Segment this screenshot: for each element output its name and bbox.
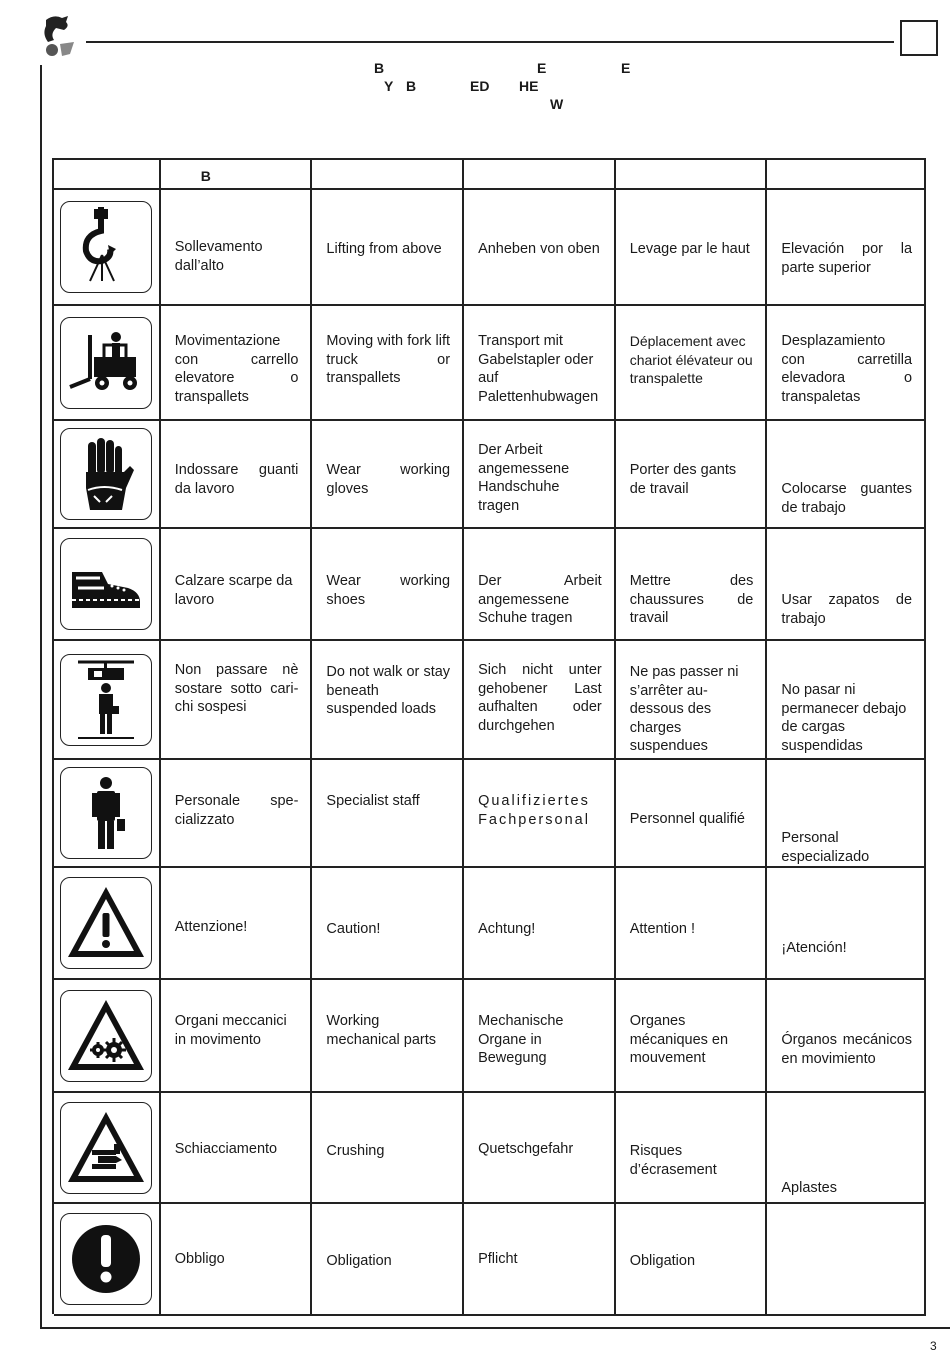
cell-it xyxy=(161,760,313,868)
title-fragment: Y xyxy=(384,78,394,94)
table-row xyxy=(54,190,926,306)
table-row xyxy=(54,760,926,868)
label-en: Do not walk or stay beneath suspended loads xyxy=(326,664,451,717)
cell-de xyxy=(464,421,616,529)
cell-fr xyxy=(616,1093,768,1204)
icon-cell xyxy=(54,760,161,868)
label-de: Pflicht xyxy=(478,1251,518,1267)
table-header-label: B xyxy=(200,168,211,184)
label-fr: Risques d’écrasement xyxy=(629,1143,717,1178)
table-row xyxy=(54,1093,926,1204)
cell-es xyxy=(767,760,926,868)
label-en: Specialist staff xyxy=(326,793,420,809)
cell-es xyxy=(767,868,926,980)
table-row xyxy=(54,1204,926,1316)
table-row xyxy=(54,529,926,641)
cell-fr xyxy=(616,306,768,421)
label-fr: Levage par le haut xyxy=(629,241,750,257)
cell-fr xyxy=(616,760,768,868)
cell-en xyxy=(312,306,464,421)
cell-de xyxy=(464,1204,616,1316)
cell-de xyxy=(464,306,616,421)
label-it: Sollevamento dall’alto xyxy=(174,239,263,274)
cell-en xyxy=(312,980,464,1093)
cell-fr xyxy=(616,641,768,760)
label-es: ¡Atención! xyxy=(781,940,847,956)
label-it: Attenzione! xyxy=(174,919,248,935)
title-fragment: B xyxy=(374,60,385,76)
cell-en xyxy=(312,760,464,868)
label-fr: Organes mécaniques en mouvement xyxy=(629,1013,729,1066)
label-de: Achtung! xyxy=(478,921,536,937)
cell-es xyxy=(767,421,926,529)
header-cell xyxy=(767,160,926,190)
table-row xyxy=(54,306,926,421)
crushing-hand-icon xyxy=(60,1102,152,1194)
table-row xyxy=(54,641,926,760)
label-it: Non passare nè sostare sotto cari-chi sospesi xyxy=(174,662,299,715)
label-it: Obbligo xyxy=(174,1251,225,1267)
left-rule xyxy=(40,65,42,1328)
cell-es xyxy=(767,1204,926,1316)
header-cell xyxy=(54,160,161,190)
cell-es xyxy=(767,1093,926,1204)
safety-shoe-icon xyxy=(60,538,152,630)
label-de: Quetschgefahr xyxy=(478,1141,574,1157)
label-es: Elevación por la parte superior xyxy=(781,241,913,276)
icon-cell xyxy=(54,306,161,421)
cell-en xyxy=(312,421,464,529)
title-fragment: E xyxy=(621,60,631,76)
cell-de xyxy=(464,760,616,868)
cell-es xyxy=(767,190,926,306)
header-cell xyxy=(161,160,313,190)
label-en: Moving with fork lift truck or transpallets xyxy=(326,333,451,386)
cell-fr xyxy=(616,868,768,980)
title-fragment: B xyxy=(406,78,417,94)
table-row xyxy=(54,421,926,529)
cell-it xyxy=(161,306,313,421)
cell-es xyxy=(767,306,926,421)
label-en: Lifting from above xyxy=(326,241,442,257)
cell-fr xyxy=(616,190,768,306)
cell-es xyxy=(767,529,926,641)
label-es: Desplazamiento con carretilla elevadora o transpaletas xyxy=(781,333,913,405)
top-rule xyxy=(86,41,894,43)
hook-lifting-icon xyxy=(60,201,152,293)
cell-de xyxy=(464,529,616,641)
label-it: Schiacciamento xyxy=(174,1141,278,1157)
label-fr: Porter des gants de travail xyxy=(629,462,737,497)
icon-cell xyxy=(54,641,161,760)
label-de: Sich nicht unter gehobener Last aufhalten oder durchgehen xyxy=(478,662,602,734)
cell-es xyxy=(767,641,926,760)
cell-fr xyxy=(616,1204,768,1316)
cell-en xyxy=(312,529,464,641)
title-fragment: W xyxy=(550,96,564,112)
label-de: Der Arbeit angemessene Schuhe tragen xyxy=(478,573,602,626)
icon-cell xyxy=(54,421,161,529)
cell-it xyxy=(161,641,313,760)
cell-de xyxy=(464,1093,616,1204)
label-es: Usar zapatos de trabajo xyxy=(781,592,913,627)
mandatory-exclamation-icon xyxy=(60,1213,152,1305)
label-en: Working mechanical parts xyxy=(326,1013,437,1048)
cell-en xyxy=(312,1093,464,1204)
label-de: Transport mit Gabelstapler oder auf Palettenhubwagen xyxy=(478,333,599,405)
icon-cell xyxy=(54,1204,161,1316)
cell-it xyxy=(161,529,313,641)
title-fragment: ED xyxy=(470,78,490,94)
label-it: Calzare scarpe da lavoro xyxy=(174,573,293,608)
cell-it xyxy=(161,190,313,306)
icon-cell xyxy=(54,1093,161,1204)
label-es: No pasar ni permanecer debajo de cargas suspendidas xyxy=(781,682,907,754)
label-fr: Obligation xyxy=(629,1253,696,1269)
header-cell xyxy=(616,160,768,190)
cell-fr xyxy=(616,980,768,1093)
label-es: Aplastes xyxy=(781,1180,837,1196)
label-en: Crushing xyxy=(326,1143,385,1159)
header-cell xyxy=(464,160,616,190)
cell-de xyxy=(464,641,616,760)
label-en: Wear working shoes xyxy=(326,573,451,608)
label-en: Caution! xyxy=(326,921,381,937)
label-en: Obligation xyxy=(326,1253,392,1269)
label-de: Mechanische Organe in Bewegung xyxy=(478,1013,564,1066)
cell-it xyxy=(161,1204,313,1316)
table-row xyxy=(54,980,926,1093)
specialist-person-icon xyxy=(60,767,152,859)
cell-en xyxy=(312,641,464,760)
label-it: Indossare guanti da lavoro xyxy=(174,462,299,497)
cell-it xyxy=(161,868,313,980)
label-de: Qualifiziertes Fachpersonal xyxy=(478,793,590,828)
warning-triangle-icon xyxy=(60,877,152,969)
icon-cell xyxy=(54,980,161,1093)
title-fragment: E xyxy=(537,60,547,76)
page-number: 3 xyxy=(930,1339,937,1353)
label-fr: Personnel qualifié xyxy=(629,811,745,827)
cell-it xyxy=(161,980,313,1093)
icon-cell xyxy=(54,529,161,641)
cell-it xyxy=(161,1093,313,1204)
cell-fr xyxy=(616,529,768,641)
label-en: Wear working gloves xyxy=(326,462,451,497)
cell-en xyxy=(312,190,464,306)
label-de: Der Arbeit angemessene Handschuhe tragen xyxy=(478,442,570,514)
cell-en xyxy=(312,868,464,980)
label-fr: Déplacement avec chariot élévateur ou transpalette xyxy=(629,333,753,386)
cell-fr xyxy=(616,421,768,529)
gloves-icon xyxy=(60,428,152,520)
table-row xyxy=(54,868,926,980)
forklift-icon xyxy=(60,317,152,409)
label-de: Anheben von oben xyxy=(478,241,600,257)
brand-logo-icon xyxy=(40,12,80,58)
suspended-load-icon xyxy=(60,654,152,746)
label-fr: Mettre des chaussures de travail xyxy=(629,573,754,626)
cell-de xyxy=(464,868,616,980)
label-it: Personale spe-cializzato xyxy=(174,793,299,828)
cell-en xyxy=(312,1204,464,1316)
bottom-rule xyxy=(40,1327,950,1329)
icon-cell xyxy=(54,190,161,306)
label-it: Organi meccanici in movimento xyxy=(174,1013,287,1048)
page-corner-box xyxy=(900,20,938,56)
cell-de xyxy=(464,980,616,1093)
label-fr: Attention ! xyxy=(629,921,696,937)
cell-es xyxy=(767,980,926,1093)
safety-symbols-table xyxy=(52,158,926,1314)
cell-de xyxy=(464,190,616,306)
icon-cell xyxy=(54,868,161,980)
moving-gears-icon xyxy=(60,990,152,1082)
label-fr: Ne pas passer ni s’arrêter au-dessous des charges suspendues xyxy=(629,664,739,754)
label-es: Colocarse guantes de trabajo xyxy=(781,481,913,516)
header-cell xyxy=(312,160,464,190)
label-it: Movimentazione con carrello elevatore o transpallets xyxy=(174,333,299,405)
cell-it xyxy=(161,421,313,529)
table-header-row xyxy=(54,160,926,190)
label-es: Órganos mecánicos en movimiento xyxy=(781,1032,913,1067)
title-fragment: HE xyxy=(519,78,539,94)
label-es: Personal especializado xyxy=(781,830,870,865)
